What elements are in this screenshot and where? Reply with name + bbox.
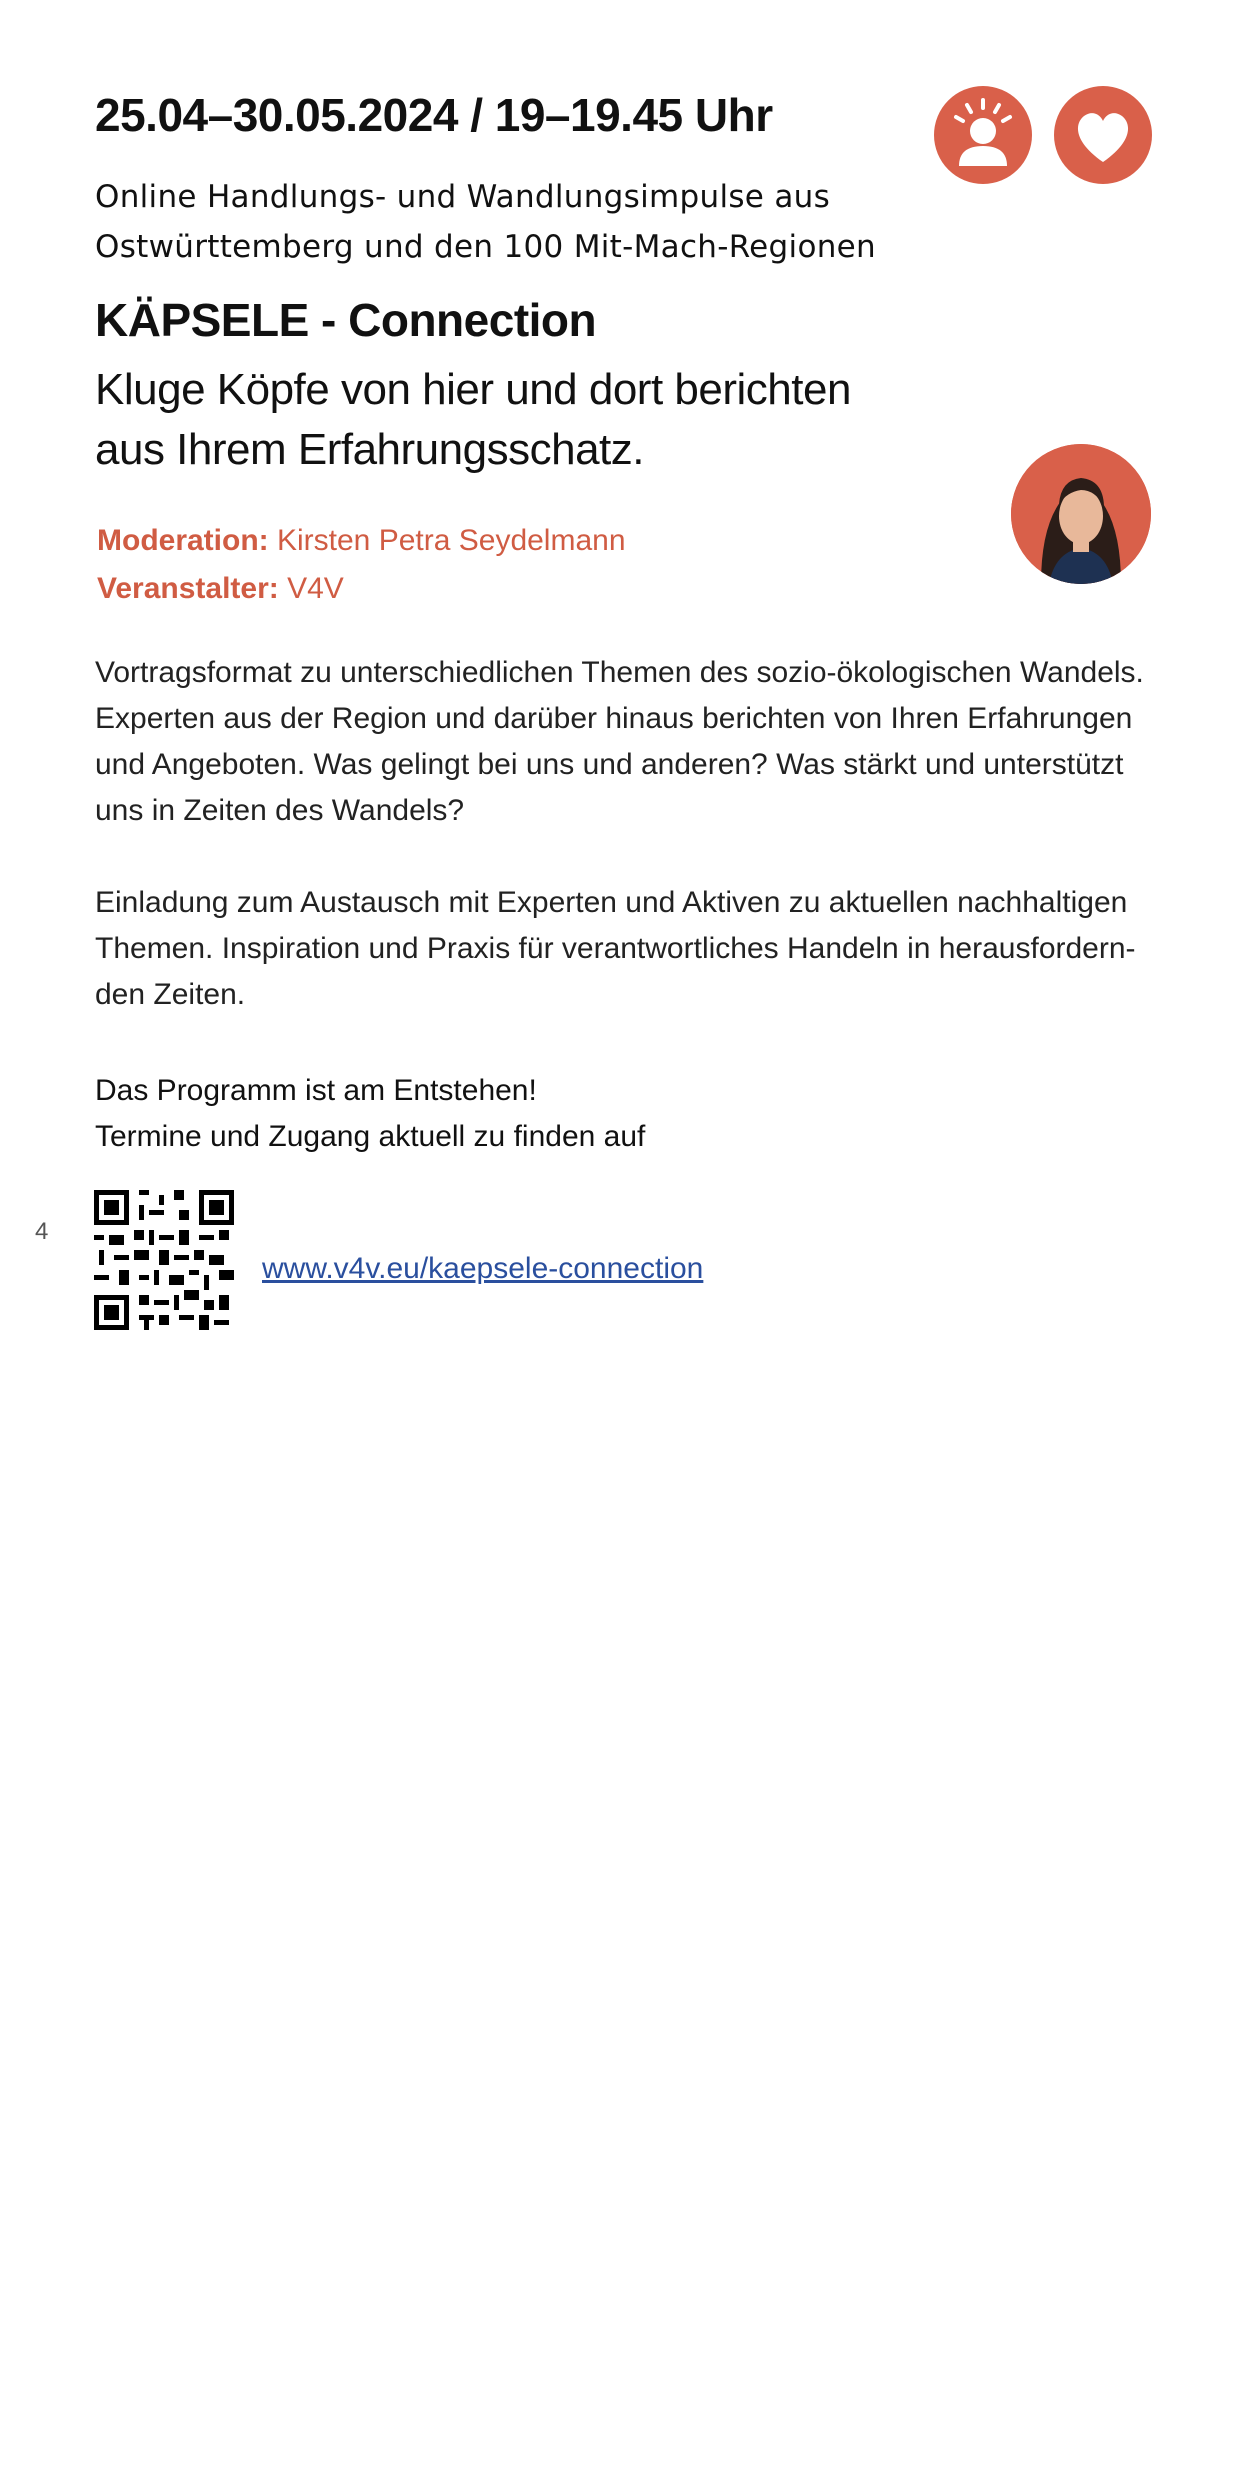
qr-code[interactable] [94, 1190, 234, 1330]
program-note-line-2: Termine und Zugang aktuell zu finden auf [95, 1120, 646, 1153]
event-link[interactable]: www.v4v.eu/kaepsele-connection [262, 1252, 704, 1285]
credits [97, 517, 626, 613]
event-date: 25.04–30.05.2024 / 19–19.45 Uhr [95, 89, 773, 141]
program-note [95, 1068, 995, 1160]
description [95, 650, 1155, 1064]
moderator-avatar [1011, 444, 1151, 584]
headline-line-2: aus Ihrem Erfahrungsschatz. [95, 425, 644, 474]
moderation-value: Kirsten Petra Seydelmann [277, 524, 626, 557]
page-number: 4 [35, 1218, 49, 1245]
program-note-line-1: Das Programm ist am Entstehen! [95, 1074, 537, 1107]
organizer-value: V4V [287, 572, 344, 605]
organizer-label: Veranstalter: [97, 572, 279, 605]
organizer-line [97, 565, 626, 613]
person-sun-icon [934, 86, 1032, 184]
description-paragraph-1: Vortragsformat zu unterschiedlichen Themen des sozio-ökologischen Wandels. Experten aus der Region und darüber hinaus berichten von Ihren Erfahrungen und Angeboten. Was gelingt bei uns und anderen? Was stärkt und unterstützt uns in Zeiten des Wandels? [95, 656, 1144, 827]
headline-line-1: Kluge Köpfe von hier und dort berichten [95, 365, 851, 414]
moderation-label: Moderation: [97, 524, 269, 557]
description-paragraph-2: Einladung zum Austausch mit Experten und Aktiven zu aktuellen nachhaltigen Themen. Inspiration und Praxis für verantwortliches Handeln in herausfordern-den Zeiten. [95, 886, 1136, 1011]
event-headline [95, 360, 895, 480]
event-subtitle [95, 172, 915, 272]
moderation-line [97, 517, 626, 565]
subtitle-line-1: Online Handlungs- und Wandlungsimpulse aus [95, 179, 831, 215]
event-title: KÄPSELE - Connection [95, 294, 597, 346]
subtitle-line-2: Ostwürttemberg und den 100 Mit-Mach-Regionen [95, 229, 876, 265]
heart-icon [1054, 86, 1152, 184]
